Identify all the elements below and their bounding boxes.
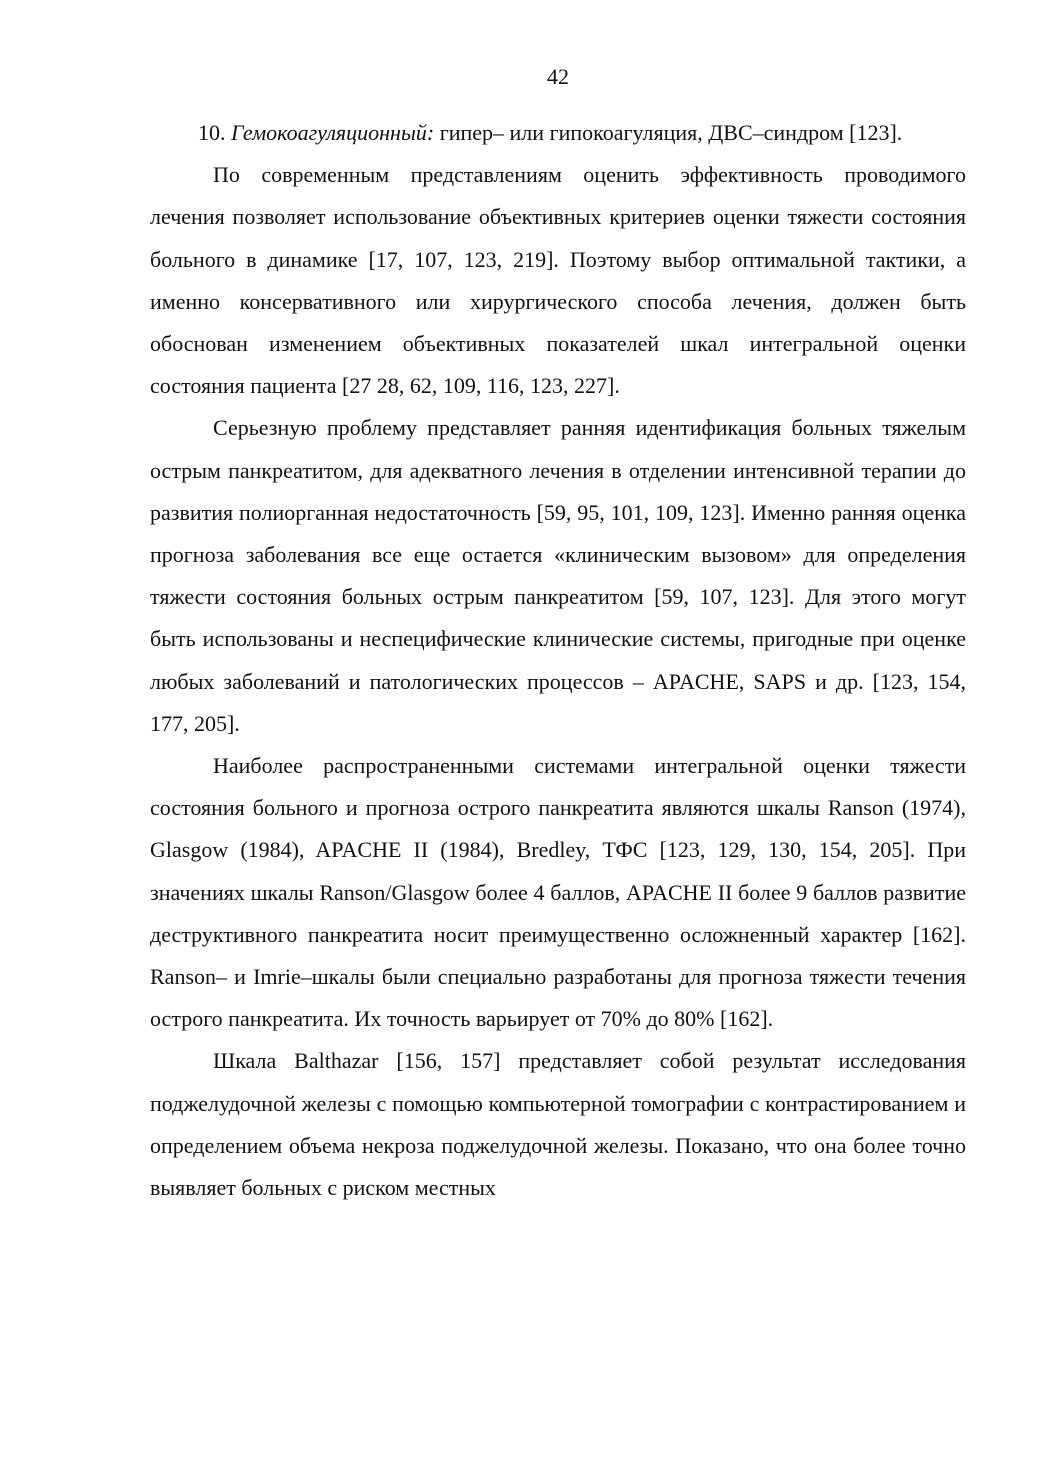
page-number: 42	[547, 64, 569, 89]
paragraph-treatment-assessment: По современным представлениям оценить эффективность проводимого лечения позволяет использование объективных критериев оценки тяжести состояния больного в динамике [17, 107, 123, 219]. Поэтому выбор оптимальной тактики, а именно консервативного или хирургического способа лечения, должен быть обоснован изменением объективных показателей шкал интегральной оценки состояния пациента [27 28, 62, 109, 116, 123, 227].	[150, 162, 966, 399]
paragraph-text: гипер– или гипокоагуляция, ДВС–синдром [123].	[434, 120, 903, 145]
body-text	[150, 112, 966, 1209]
list-number: 10.	[198, 120, 231, 145]
paragraph-scoring-systems: Наиболее распространенными системами интегральной оценки тяжести состояния больного и прогноза острого панкреатита являются шкалы Ranson (1974), Glasgow (1984), APACHE II (1984), Bredley, ТФС [123, 129, 130, 154, 205]. При значениях шкалы Ranson/Glasgow более 4 баллов, APACHE II более 9 баллов развитие деструктивного панкреатита носит преимущественно осложненный характер [162]. Ranson– и Imrie–шкалы были специально разработаны для прогноза тяжести течения острого панкреатита. Их точность варьирует от 70% до 80% [162].	[150, 753, 966, 1032]
paragraph-early-identification: Серьезную проблему представляет ранняя идентификация больных тяжелым острым панкреатитом, для адекватного лечения в отделении интенсивной терапии до развития полиорганная недостаточность [59, 95, 101, 109, 123]. Именно ранняя оценка прогноза заболевания все еще остается «клиническим вызовом» для определения тяжести состояния больных острым панкреатитом [59, 107, 123]. Для этого могут быть использованы и неспецифические клинические системы, пригодные при оценке любых заболеваний и патологических процессов – APACHE, SAPS и др. [123, 154, 177, 205].	[150, 415, 966, 736]
paragraph-hemocoagulation	[150, 112, 966, 154]
term-italic: Гемокоагуляционный:	[231, 120, 435, 145]
paragraph-balthazar: Шкала Balthazar [156, 157] представляет собой результат исследования поджелудочной железы с помощью компьютерной томографии с контрастированием и определением объема некроза поджелудочной железы. Показано, что она более точно выявляет больных с риском местных	[150, 1048, 966, 1201]
